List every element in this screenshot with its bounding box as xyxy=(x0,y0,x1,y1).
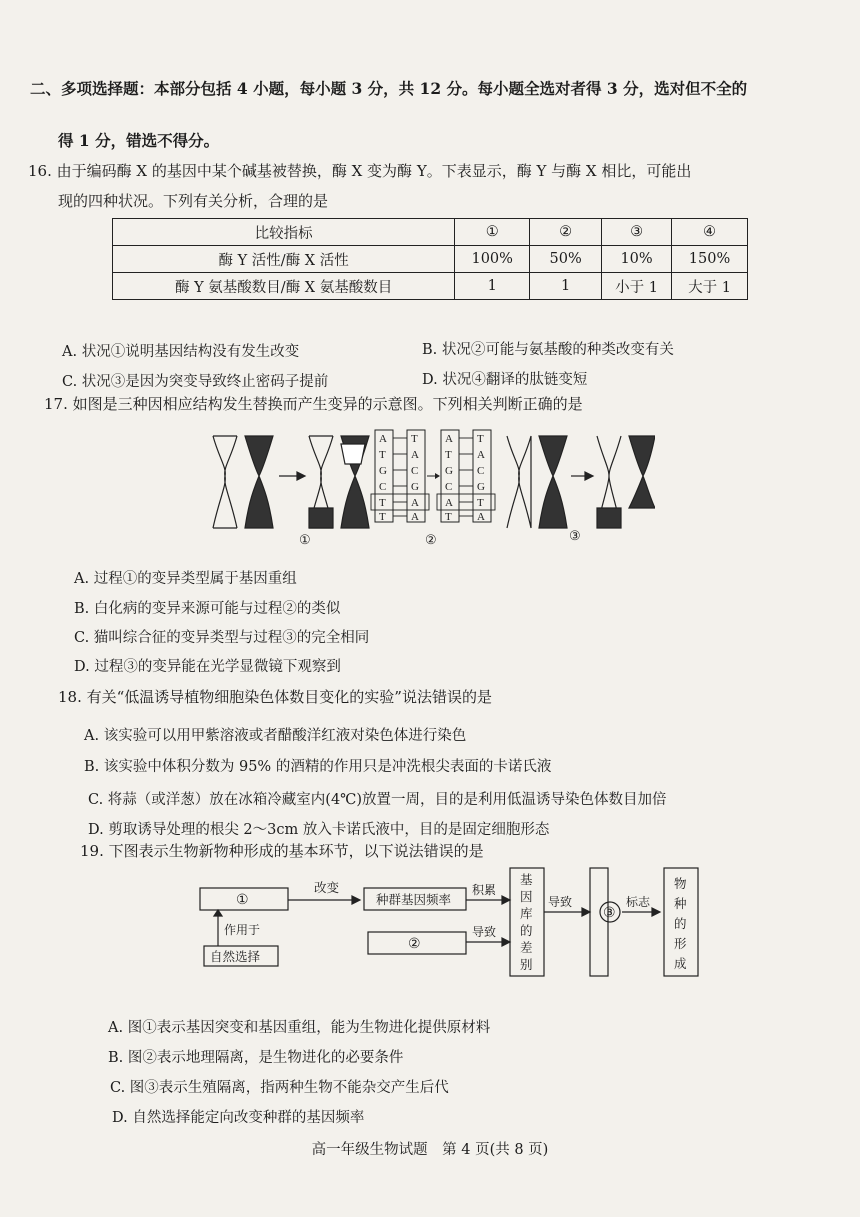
gene-frequency-label: 种群基因频率 xyxy=(376,893,452,907)
q18-option-a[interactable]: A. 该实验可以用甲紫溶液或者醋酸洋红液对染色体进行染色 xyxy=(84,728,467,744)
gene-pool-char: 差 xyxy=(520,941,533,955)
base-label: G xyxy=(477,481,485,493)
q16-comparison-table xyxy=(112,218,748,300)
base-label: A xyxy=(445,497,453,509)
dna-right-before xyxy=(411,433,419,523)
new-species-char: 种 xyxy=(674,897,687,911)
table-cell: 1 xyxy=(530,273,602,300)
table-cell: 酶 Y 活性/酶 X 活性 xyxy=(113,246,455,273)
base-label: T xyxy=(477,497,484,509)
lead-to-label-2: 导致 xyxy=(548,895,573,909)
q16-option-c[interactable]: C. 状况③是因为突变导致终止密码子提前 xyxy=(62,374,329,390)
q16-stem-line1: 16. 由于编码酶 X 的基因中某个碱基被替换，酶 X 变为酶 Y。下表显示，酶 Y 与酶 X 相比，可能出 xyxy=(28,162,692,180)
q18-stem: 18. 有关“低温诱导植物细胞染色体数目变化的实验”说法错误的是 xyxy=(58,688,492,706)
gene-pool-char: 别 xyxy=(520,958,533,972)
table-cell: 150% xyxy=(672,246,748,273)
new-species-char: 物 xyxy=(674,877,687,891)
base-label: T xyxy=(477,433,484,445)
q18-option-b[interactable]: B. 该实验中体积分数为 95% 的酒精的作用只是冲洗根尖表面的卡诺氏液 xyxy=(84,759,552,775)
base-label: G xyxy=(379,465,387,477)
q16-option-d[interactable]: D. 状况④翻译的肽链变短 xyxy=(422,372,588,388)
q17-option-c[interactable]: C. 猫叫综合征的变异类型与过程③的完全相同 xyxy=(74,630,370,646)
base-label: G xyxy=(411,481,419,493)
base-label: T xyxy=(445,511,452,523)
base-label: C xyxy=(445,481,453,493)
table-cell: 50% xyxy=(530,246,602,273)
table-cell: 10% xyxy=(602,246,672,273)
base-label: A xyxy=(411,511,419,523)
dna-left-after xyxy=(445,433,453,523)
gene-pool-char: 基 xyxy=(520,873,533,887)
natural-selection-label: 自然选择 xyxy=(210,950,261,964)
q19-option-c[interactable]: C. 图③表示生殖隔离，指两种生物不能杂交产生后代 xyxy=(110,1080,449,1096)
base-label: A xyxy=(477,449,485,461)
new-species-char: 成 xyxy=(674,957,687,971)
box2-label: ② xyxy=(408,937,421,952)
base-label: A xyxy=(411,497,419,509)
gene-pool-char: 因 xyxy=(520,890,533,904)
q19-option-b[interactable]: B. 图②表示地理隔离，是生物进化的必要条件 xyxy=(108,1050,404,1066)
base-label: T xyxy=(379,497,386,509)
gene-pool-difference-label xyxy=(520,873,533,972)
table-cell: 小于 1 xyxy=(602,273,672,300)
new-species-char: 形 xyxy=(674,937,687,951)
table-header-cell: ② xyxy=(530,219,602,246)
base-label: T xyxy=(411,433,418,445)
table-header-cell: ③ xyxy=(602,219,672,246)
gene-pool-char: 的 xyxy=(520,924,533,938)
table-header-cell: ④ xyxy=(672,219,748,246)
q17-figure xyxy=(205,428,655,548)
dna-figure-2 xyxy=(371,430,495,523)
base-label: A xyxy=(445,433,453,445)
dna-right-after xyxy=(477,433,485,523)
q19-option-a[interactable]: A. 图①表示基因突变和基因重组，能为生物进化提供原材料 xyxy=(108,1020,491,1036)
figure-label-3: ③ xyxy=(569,529,581,544)
table-cell: 100% xyxy=(455,246,530,273)
base-label: A xyxy=(411,449,419,461)
q17-option-d[interactable]: D. 过程③的变异能在光学显微镜下观察到 xyxy=(74,659,341,675)
base-label: T xyxy=(379,449,386,461)
q17-option-b[interactable]: B. 白化病的变异来源可能与过程②的类似 xyxy=(74,601,341,617)
chromosome-figure-3 xyxy=(507,436,655,528)
base-label: T xyxy=(445,449,452,461)
q19-stem: 19. 下图表示生物新物种形成的基本环节，以下说法错误的是 xyxy=(80,842,484,860)
q19-option-d[interactable]: D. 自然选择能定向改变种群的基因频率 xyxy=(112,1110,365,1126)
table-cell: 大于 1 xyxy=(672,273,748,300)
q17-stem: 17. 如图是三种因相应结构发生替换而产生变异的示意图。下列相关判断正确的是 xyxy=(44,395,583,413)
base-label: A xyxy=(477,511,485,523)
table-row xyxy=(113,246,748,273)
table-cell: 1 xyxy=(455,273,530,300)
base-label: T xyxy=(379,511,386,523)
new-species-char: 的 xyxy=(674,917,687,931)
table-cell: 酶 Y 氨基酸数目/酶 X 氨基酸数目 xyxy=(113,273,455,300)
section-heading-line2: 得 1 分，错选不得分。 xyxy=(58,131,220,150)
act-on-label: 作用于 xyxy=(224,923,261,937)
base-label: G xyxy=(445,465,453,477)
dna-left-before xyxy=(379,433,387,523)
figure-label-2: ② xyxy=(425,533,437,548)
table-row xyxy=(113,273,748,300)
marker-label: 标志 xyxy=(626,895,651,909)
box3-label: ③ xyxy=(603,906,616,921)
page-footer: 高一年级生物试题 第 4 页(共 8 页) xyxy=(311,1142,549,1158)
gene-pool-char: 库 xyxy=(520,907,533,921)
box1-label: ① xyxy=(236,893,249,908)
q16-option-a[interactable]: A. 状况①说明基因结构没有发生改变 xyxy=(62,344,300,360)
lead-to-label-1: 导致 xyxy=(472,925,497,939)
table-header-row xyxy=(113,219,748,246)
base-label: C xyxy=(379,481,387,493)
figure-label-1: ① xyxy=(299,533,311,548)
q18-option-c[interactable]: C. 将蒜（或洋葱）放在冰箱冷藏室内(4℃)放置一周，目的是利用低温诱导染色体数目加倍 xyxy=(88,792,667,808)
section-heading-line1: 二、多项选择题：本部分包括 4 小题，每小题 3 分，共 12 分。每小题全选对者得 3 分，选对但不全的 xyxy=(30,79,748,98)
q18-option-d[interactable]: D. 剪取诱导处理的根尖 2～3cm 放入卡诺氏液中，目的是固定细胞形态 xyxy=(88,822,550,838)
base-label: A xyxy=(379,433,387,445)
q19-flowchart xyxy=(196,864,704,984)
table-header-cell: 比较指标 xyxy=(113,219,455,246)
new-species-label xyxy=(674,876,687,971)
base-label: C xyxy=(411,465,419,477)
q17-option-a[interactable]: A. 过程①的变异类型属于基因重组 xyxy=(74,571,297,587)
base-label: C xyxy=(477,465,485,477)
accumulate-label: 积累 xyxy=(472,883,497,897)
change-label: 改变 xyxy=(314,881,340,895)
q16-stem-line2: 现的四种状况。下列有关分析，合理的是 xyxy=(58,192,329,210)
chromosome-figure-1 xyxy=(213,436,369,528)
table-header-cell: ① xyxy=(455,219,530,246)
q16-option-b[interactable]: B. 状况②可能与氨基酸的种类改变有关 xyxy=(422,342,674,358)
